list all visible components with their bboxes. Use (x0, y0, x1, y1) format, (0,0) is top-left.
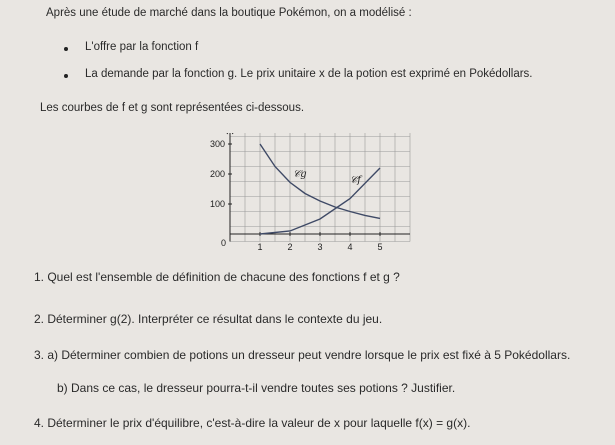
question-4: 4. Déterminer le prix d'équilibre, c'est-à-dire la valeur de x pour laquelle f(x) = g(x). (34, 416, 471, 430)
x-tick-label: 4 (347, 242, 353, 252)
question-3a: 3. a) Déterminer combien de potions un dresseur peut vendre lorsque le prix est fixé à 5 Pokédollars. (34, 348, 571, 362)
bullet-dot (64, 74, 68, 78)
y-tick-label: 200 (209, 169, 225, 179)
curve-label-cf: 𝒞f (350, 175, 361, 186)
bullet-dot (64, 47, 68, 51)
question-1: 1. Quel est l'ensemble de définition de chacune des fonctions f et g ? (34, 270, 400, 284)
bullet-demande: La demande par la fonction g. Le prix unitaire x de la potion est exprimé en Pokédollars. (85, 68, 533, 80)
origin-label: 0 (220, 238, 226, 248)
curves-sentence: Les courbes de f et g sont représentées ci-dessous. (40, 102, 305, 114)
y-tick-label: 100 (209, 199, 225, 209)
x-tick-label: 3 (317, 242, 323, 252)
function-chart (198, 133, 413, 263)
bullet-offre: L'offre par la fonction f (85, 41, 199, 53)
chart-grid (230, 133, 410, 242)
x-tick-label: 5 (377, 242, 383, 252)
chart-axes (227, 133, 410, 242)
x-tick-label: 2 (287, 242, 293, 252)
chart-labels (210, 139, 383, 252)
y-tick-label: 300 (209, 139, 225, 149)
intro-text: Après une étude de marché dans la boutique Pokémon, on a modélisé : (46, 7, 412, 19)
x-tick-label: 1 (257, 242, 263, 252)
question-2: 2. Déterminer g(2). Interpréter ce résultat dans le contexte du jeu. (34, 312, 383, 326)
question-3b: b) Dans ce cas, le dresseur pourra-t-il vendre toutes ses potions ? Justifier. (57, 381, 456, 395)
curve-label-cg: 𝒞g (293, 169, 307, 180)
